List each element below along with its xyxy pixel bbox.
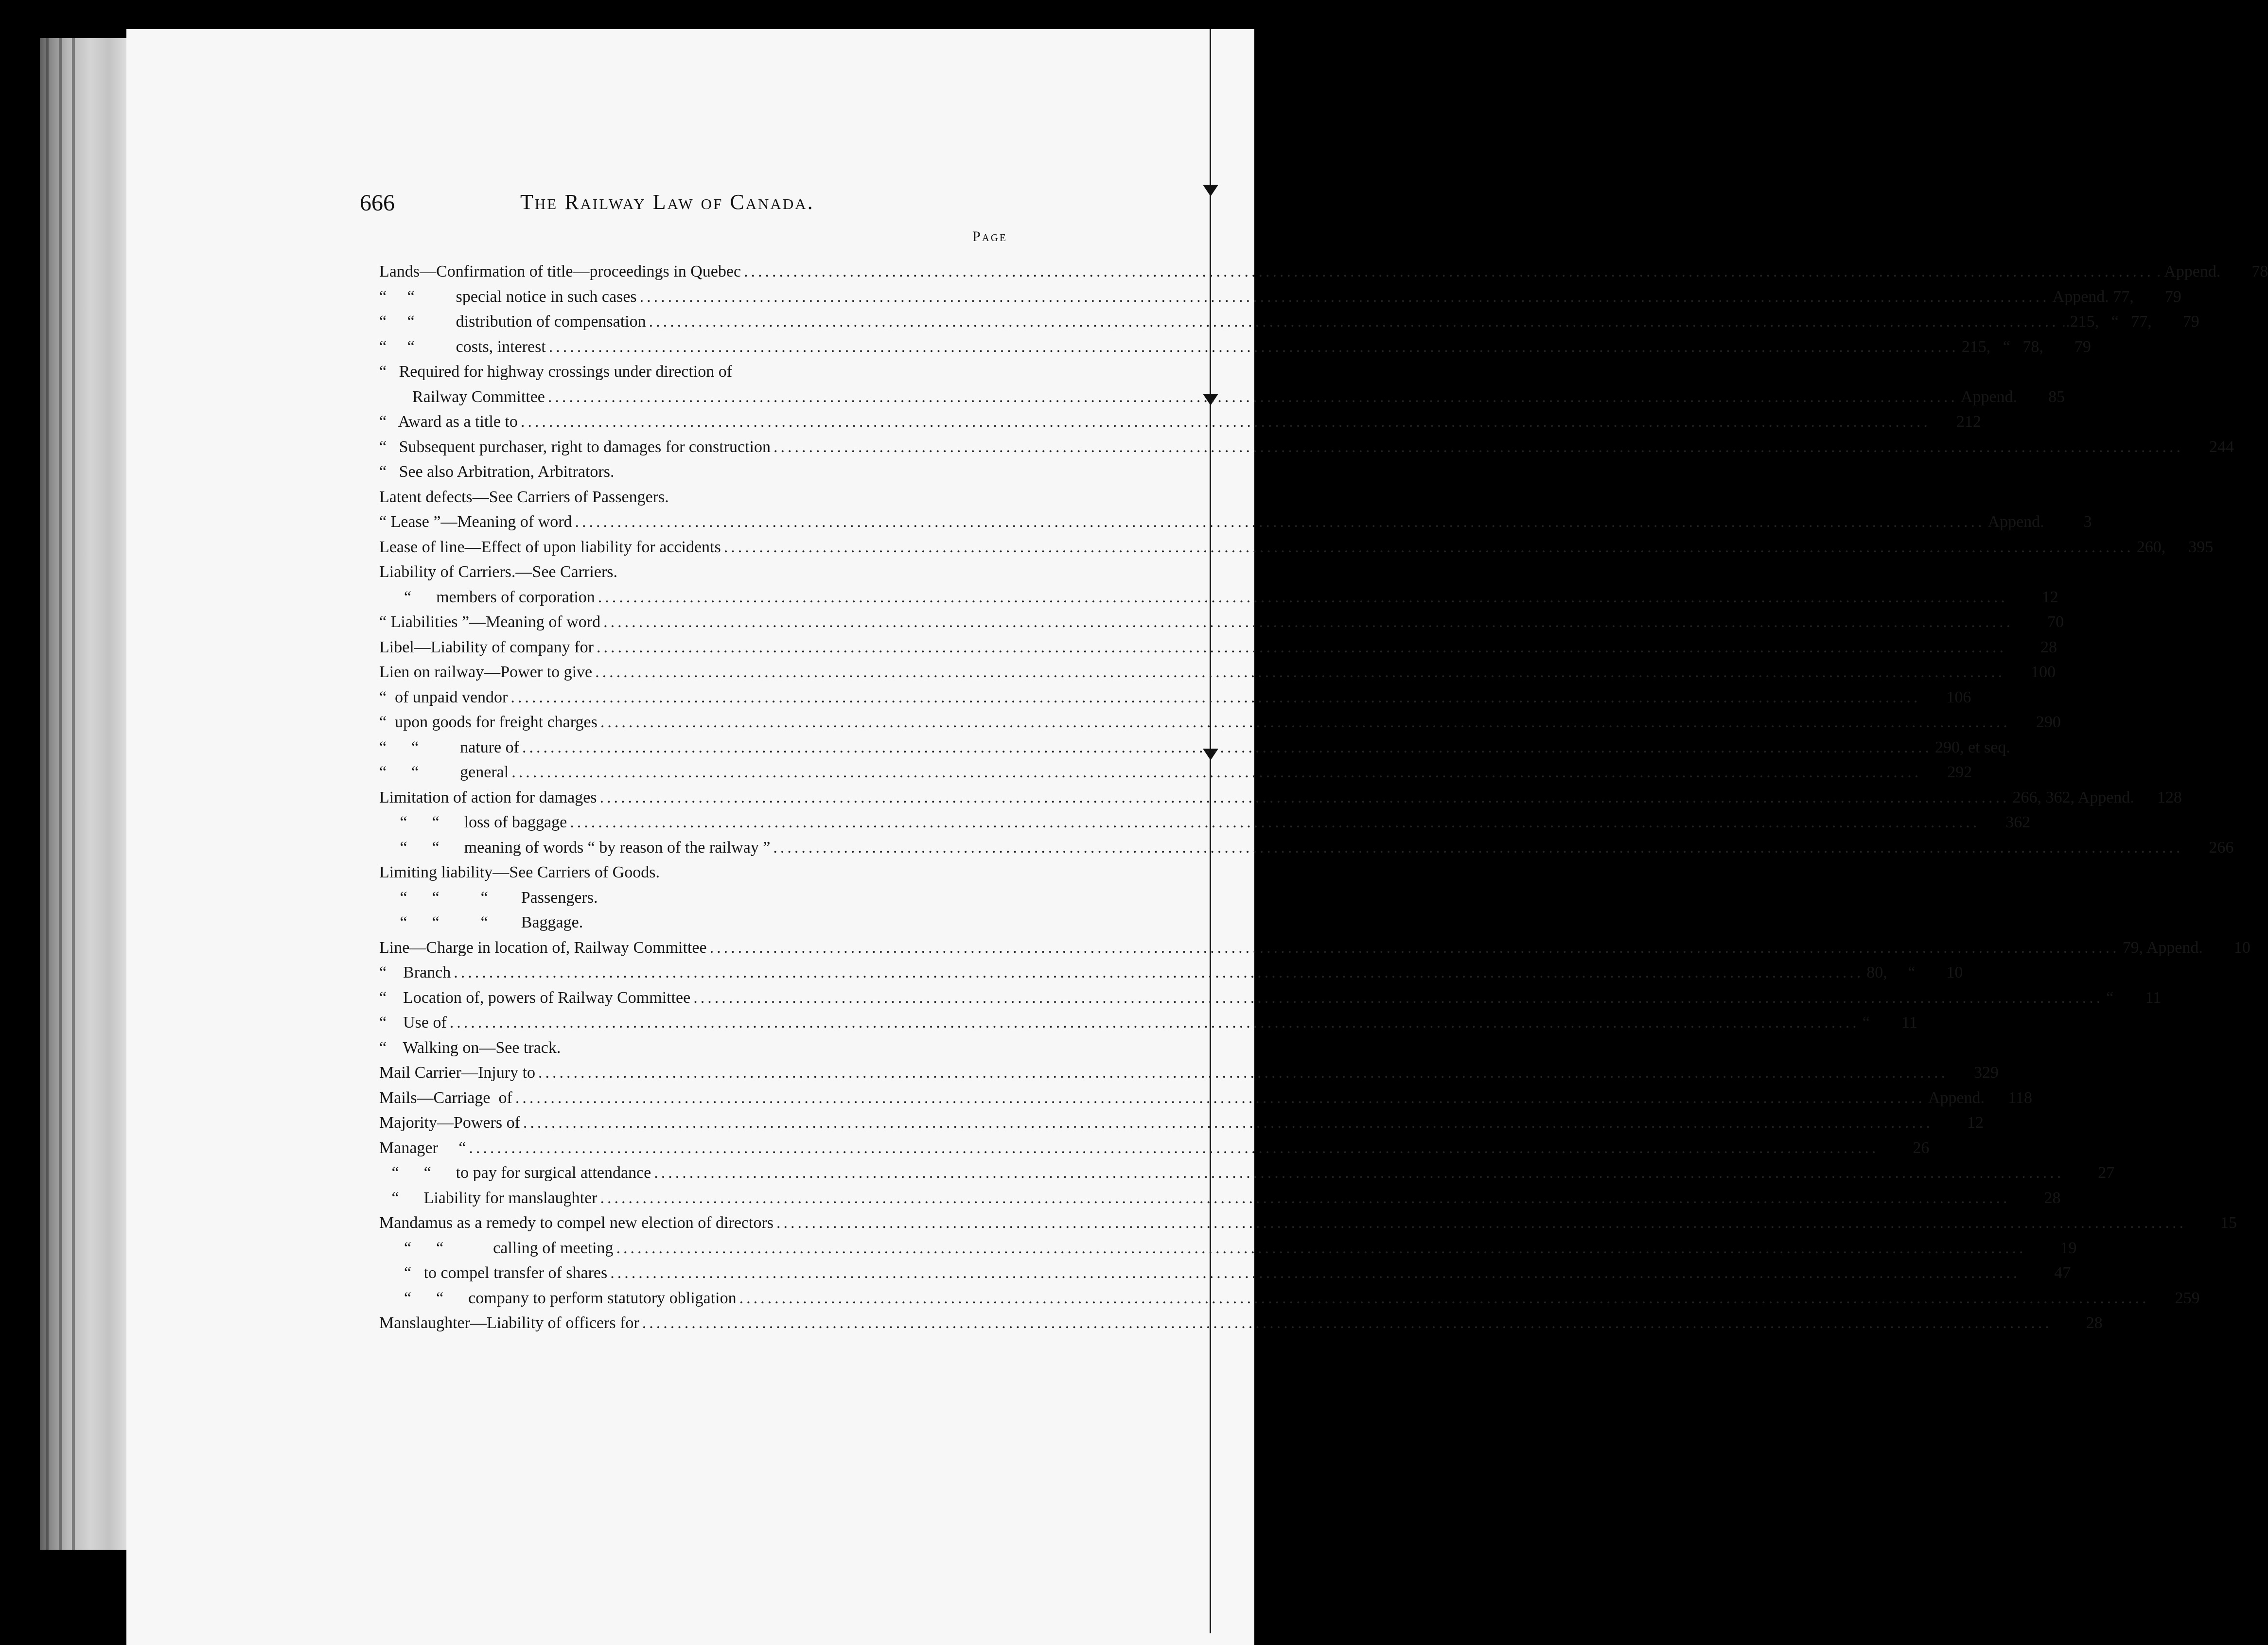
index-entry (379, 387, 2065, 411)
entry-label: Mandamus as a remedy to compel new election of directors (379, 1214, 774, 1232)
entry-label: “ upon goods for freight charges (379, 713, 598, 731)
entry-page-number: 28 (2040, 638, 2057, 656)
entry-page-number: 79 (2164, 287, 2181, 306)
entry-page-number: 78 (2251, 262, 2268, 280)
entry-page-number: 28 (2044, 1189, 2061, 1207)
page-edge-stripe (59, 38, 62, 1550)
entry-reference: 79, Append. (2122, 938, 2203, 957)
entry-label: “ “ special notice in such cases (379, 287, 637, 306)
entry-label: Line—Charge in location of, Railway Committee (379, 938, 707, 957)
entry-page-number: 329 (1974, 1064, 1999, 1082)
entry-page-number: 106 (1946, 688, 1971, 706)
page-header (360, 190, 1050, 224)
entry-label: “ Subsequent purchaser, right to damages for construction (379, 438, 771, 456)
entry-page-number: 212 (1956, 413, 1981, 431)
index-entry (379, 363, 1031, 386)
dot-leader: ........................................................................................................................................................................................................ (598, 588, 2008, 606)
index-entry (379, 413, 1981, 436)
entry-reference: 215, “ 78, (1961, 337, 2043, 356)
dot-leader: ........................................................................................................................................................................................................ (649, 313, 2059, 331)
index-entry (379, 1138, 1930, 1162)
index-entry (379, 863, 1031, 887)
entry-label: Railway Committee (379, 387, 545, 406)
entry-label: Mail Carrier—Injury to (379, 1064, 536, 1082)
dot-leader: ........................................................................................................................................................................................................ (523, 1114, 1933, 1132)
dot-leader: ........................................................................................................................................................................................................ (709, 938, 2120, 957)
dot-leader: ........................................................................................................................................................................................................ (515, 1088, 1925, 1107)
dot-leader: ........................................................................................................................................................................................................ (522, 738, 1932, 756)
index-entry (379, 963, 1963, 987)
entry-reference: Append. 77, (2052, 287, 2134, 306)
index-entry (379, 638, 2057, 662)
index-entry (379, 838, 2234, 862)
index-entry (379, 788, 2182, 812)
entry-label: Latent defects—See Carriers of Passengers. (379, 488, 669, 506)
dot-leader: ........................................................................................................................................................................................................ (599, 788, 2010, 806)
index-entry (379, 1164, 2115, 1187)
index-entry (379, 588, 2058, 612)
dot-leader: ........................................................................................................................................................................................................ (723, 538, 2134, 556)
entry-label: “ Liabilities ”—Meaning of word (379, 613, 601, 631)
entry-page-number: 26 (1913, 1138, 1930, 1157)
entry-label: “ Branch (379, 963, 451, 981)
dot-leader: ........................................................................................................................................................................................................ (639, 287, 2050, 306)
entry-label: “ “ nature of (379, 738, 519, 756)
index-entry (379, 1189, 2061, 1212)
entry-label: “ Liability for manslaughter (379, 1189, 598, 1207)
entry-page-number: 12 (1967, 1114, 1984, 1132)
index-entry (379, 1214, 2237, 1237)
entry-label: “ Lease ”—Meaning of word (379, 513, 572, 531)
dot-leader: ........................................................................................................................................................................................................ (469, 1138, 1879, 1157)
dot-leader: ........................................................................................................................................................................................................ (610, 1264, 2021, 1282)
entry-label: Liability of Carriers.—See Carriers. (379, 563, 618, 581)
entry-label: “ Required for highway crossings under direction of (379, 363, 733, 381)
index-entry (379, 1014, 1917, 1037)
index-entry (379, 738, 2010, 762)
entry-page-number: 244 (2209, 438, 2234, 456)
entry-label: Manslaughter—Liability of officers for (379, 1314, 639, 1332)
entry-label: “ “ general (379, 763, 509, 781)
entry-label: “ to compel transfer of shares (379, 1264, 608, 1282)
entry-reference: Append. (1987, 513, 2044, 531)
index-entry (379, 913, 1031, 937)
running-title: The Railway Law of Canada. (520, 190, 814, 214)
entry-label: “ Walking on—See track. (379, 1038, 561, 1057)
index-entry (379, 1239, 2077, 1262)
index-entry (379, 713, 2061, 736)
index-entry (379, 1088, 2032, 1112)
index-entry (379, 938, 2250, 962)
dot-leader: ........................................................................................................................................................................................................ (616, 1239, 2026, 1257)
entry-label: “ of unpaid vendor (379, 688, 508, 706)
index-entry (379, 1314, 2103, 1337)
index-entry (379, 889, 1031, 912)
entry-reference: 266, 362, Append. (2012, 788, 2134, 806)
index-entry (379, 563, 1031, 586)
entry-page-number: 259 (2175, 1289, 2200, 1307)
entry-label: Limitation of action for damages (379, 788, 597, 806)
dot-leader: ........................................................................................................................................................................................................ (570, 813, 1980, 831)
dot-leader: ........................................................................................................................................................................................................ (596, 638, 2006, 656)
index-entry (379, 262, 2268, 286)
entry-label: “ “ costs, interest (379, 337, 546, 356)
dot-leader: ........................................................................................................................................................................................................ (739, 1289, 2149, 1307)
entry-label: “ “ to pay for surgical attendance (379, 1164, 651, 1182)
index-entry (379, 488, 1031, 511)
page-edge-stripe (46, 38, 49, 1550)
dot-leader: ........................................................................................................................................................................................................ (510, 688, 1921, 706)
entry-page-number: 128 (2157, 788, 2182, 806)
entry-label: Lease of line—Effect of upon liability for accidents (379, 538, 721, 556)
entry-label: “ Use of (379, 1014, 447, 1032)
dot-leader: ........................................................................................................................................................................................................ (547, 387, 1958, 406)
index-entry (379, 663, 2056, 686)
index-entry (379, 438, 2234, 461)
entry-reference: 260, (2136, 538, 2166, 556)
entry-label: “ Award as a title to (379, 413, 518, 431)
index-entry (379, 613, 2064, 636)
dot-leader: ........................................................................................................................................................................................................ (538, 1064, 1949, 1082)
page-edge-stripe (72, 38, 75, 1550)
index-entry (379, 313, 2199, 336)
entry-reference: “ (1862, 1014, 1870, 1032)
index-entry (379, 1064, 1999, 1087)
index-entry (379, 463, 1031, 486)
entry-reference: 80, “ (1866, 963, 1916, 981)
entry-label: Lien on railway—Power to give (379, 663, 593, 681)
entry-label: “ “ company to perform statutory obligation (379, 1289, 737, 1307)
gutter-mark (1203, 185, 1218, 196)
entry-label: “ “ loss of baggage (379, 813, 567, 831)
index-entry (379, 287, 2181, 311)
entry-reference: Append. (1960, 387, 2018, 406)
entry-page-number: 100 (2031, 663, 2056, 681)
dot-leader: ........................................................................................................................................................................................................ (449, 1014, 1860, 1032)
entry-label: Majority—Powers of (379, 1114, 520, 1132)
entry-page-number: 70 (2047, 613, 2064, 631)
index-entry (379, 1289, 2200, 1312)
book-page-edges (40, 38, 132, 1550)
entry-reference: “ (2106, 988, 2114, 1007)
entry-page-number: 15 (2220, 1214, 2237, 1232)
dot-leader: ........................................................................................................................................................................................................ (744, 262, 2154, 280)
entry-page-number: 79 (2074, 337, 2091, 356)
dot-leader: ........................................................................................................................................................................................................ (575, 513, 1985, 531)
index-entry (379, 1264, 2071, 1287)
entry-label: “ See also Arbitration, Arbitrators. (379, 463, 615, 481)
index-entry (379, 538, 2214, 561)
dot-leader: ........................................................................................................................................................................................................ (773, 838, 2183, 857)
entry-page-number: 19 (2060, 1239, 2077, 1257)
index-entry (379, 1039, 1031, 1062)
entry-page-number: 85 (2048, 387, 2065, 406)
entry-page-number: 12 (2041, 588, 2058, 606)
dot-leader: ........................................................................................................................................................................................................ (548, 337, 1959, 356)
dot-leader: ........................................................................................................................................................................................................ (595, 663, 2005, 681)
entry-page-number: 27 (2098, 1164, 2115, 1182)
entry-reference: Append. (1928, 1088, 1985, 1107)
entry-label: “ “ calling of meeting (379, 1239, 614, 1257)
index-entry (379, 763, 1972, 787)
dot-leader: ........................................................................................................................................................................................................ (773, 438, 2183, 456)
entry-page-number: 292 (1947, 763, 1972, 781)
entry-label: Limiting liability—See Carriers of Goods. (379, 863, 660, 881)
dot-leader: ........................................................................................................................................................................................................ (654, 1164, 2064, 1182)
entry-label: Mails—Carriage of (379, 1088, 512, 1107)
dot-leader: ........................................................................................................................................................................................................ (603, 613, 2014, 631)
entry-page-number: 395 (2188, 538, 2214, 556)
entry-label: “ “ distribution of compensation (379, 313, 646, 331)
entry-reference: ..215, “ 77, (2061, 313, 2152, 331)
dot-leader: ........................................................................................................................................................................................................ (454, 963, 1864, 981)
dot-leader: ........................................................................................................................................................................................................ (600, 1189, 2010, 1207)
entry-page-number: 3 (2083, 513, 2092, 531)
index-entry (379, 1114, 1984, 1137)
dot-leader: ........................................................................................................................................................................................................ (642, 1314, 2052, 1332)
page-column-label: Page (972, 228, 1007, 245)
entry-label: “ “ meaning of words “ by reason of the railway ” (379, 838, 771, 857)
entry-reference: 290, et seq. (1934, 738, 2010, 756)
dot-leader: ........................................................................................................................................................................................................ (511, 763, 1922, 781)
entry-page-number: 28 (2086, 1314, 2103, 1332)
entry-label: “ “ “ Passengers. (379, 888, 598, 907)
index-entry (379, 337, 2091, 361)
entry-page-number: 11 (1901, 1014, 1917, 1032)
entry-label: “ members of corporation (379, 588, 595, 606)
entry-page-number: 290 (2036, 713, 2061, 731)
entry-label: “ Location of, powers of Railway Committee (379, 988, 691, 1007)
entry-page-number: 11 (2145, 988, 2162, 1007)
entry-page-number: 47 (2054, 1264, 2071, 1282)
entry-label: Lands—Confirmation of title—proceedings in Quebec (379, 262, 741, 280)
entry-page-number: 362 (2005, 813, 2031, 831)
entry-page-number: 266 (2209, 838, 2234, 857)
entry-page-number: 10 (2233, 938, 2250, 957)
entry-page-number: 118 (2008, 1088, 2032, 1107)
entry-reference: . Append. (2157, 262, 2221, 280)
entry-label: Libel—Liability of company for (379, 638, 594, 656)
index-entry (379, 813, 2031, 837)
dot-leader: ........................................................................................................................................................................................................ (776, 1214, 2187, 1232)
entry-label: Manager “ (379, 1138, 466, 1157)
entry-page-number: 79 (2182, 313, 2199, 331)
entry-page-number: 10 (1946, 963, 1963, 981)
index-entry (379, 988, 2162, 1012)
index-entry (379, 688, 1971, 712)
page-number: 666 (360, 190, 395, 216)
dot-leader: ........................................................................................................................................................................................................ (693, 988, 2104, 1007)
entry-label: “ “ “ Baggage. (379, 913, 583, 931)
index-entry (379, 513, 2092, 536)
dot-leader: ........................................................................................................................................................................................................ (600, 713, 2010, 731)
dot-leader: ........................................................................................................................................................................................................ (520, 413, 1931, 431)
